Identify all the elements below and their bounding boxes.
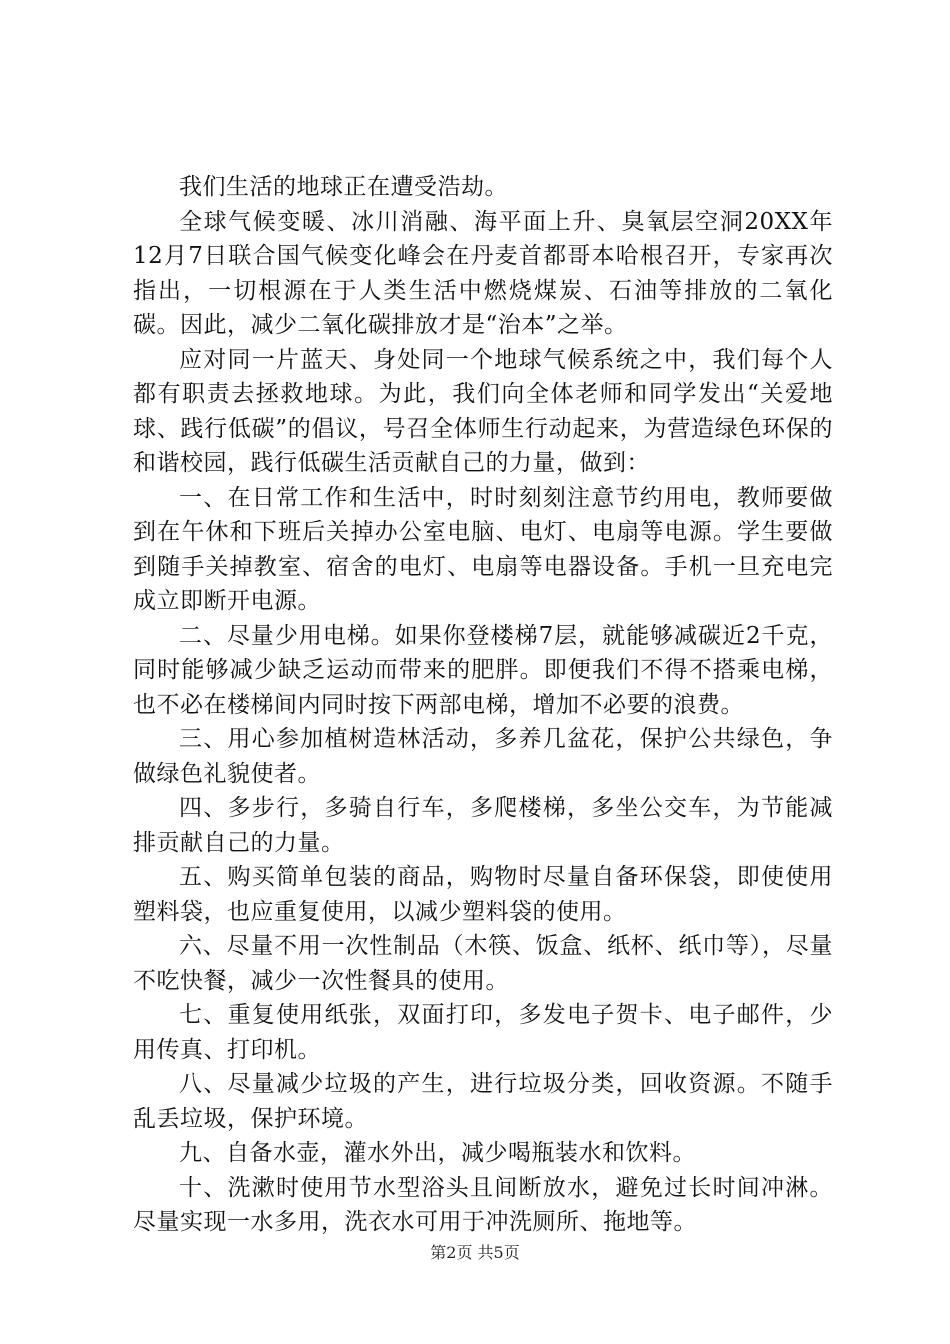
- page-footer: [0, 1240, 950, 1263]
- list-item-1: 一、在日常工作和生活中，时时刻刻注意节约用电，教师要做到在午休和下班后关掉办公室电脑、电灯、电扇等电源。学生要做到随手关掉教室、宿舍的电灯、电扇等电器设备。手机一旦充电完成立即断开电源。: [133, 484, 833, 614]
- paragraph-climate-summit: 全球气候变暖、冰川消融、海平面上升、臭氧层空洞20XX年12月7日联合国气候变化峰会在丹麦首都哥本哈根召开，专家再次指出，一切根源在于人类生活中燃烧煤炭、石油等排放的二氧化碳。因此，减少二氧化碳排放才是“治本”之举。: [133, 208, 833, 338]
- paragraph-initiative: 应对同一片蓝天、身处同一个地球气候系统之中，我们每个人都有职责去拯救地球。为此，我们向全体老师和同学发出“关爱地球、践行低碳”的倡议，号召全体师生行动起来，为营造绿色环保的和谐校园，践行低碳生活贡献自己的力量，做到：: [133, 346, 833, 476]
- page-number-label: 第2页 共5页: [430, 1243, 520, 1262]
- list-item-6: 六、尽量不用一次性制品（木筷、饭盒、纸杯、纸巾等），尽量不吃快餐，减少一次性餐具的使用。: [133, 933, 833, 994]
- list-item-7: 七、重复使用纸张，双面打印，多发电子贺卡、电子邮件，少用传真、打印机。: [133, 1002, 833, 1063]
- list-item-8: 八、尽量减少垃圾的产生，进行垃圾分类，回收资源。不随手乱丢垃圾，保护环境。: [133, 1071, 833, 1132]
- list-item-4: 四、多步行，多骑自行车，多爬楼梯，多坐公交车，为节能减排贡献自己的力量。: [133, 795, 833, 856]
- paragraph-intro: 我们生活的地球正在遭受浩劫。: [179, 174, 508, 200]
- list-item-10: 十、洗漱时使用节水型浴头且间断放水，避免过长时间冲淋。尽量实现一水多用，洗衣水可用于冲洗厕所、拖地等。: [133, 1174, 833, 1235]
- list-item-5: 五、购买简单包装的商品，购物时尽量自备环保袋，即使使用塑料袋，也应重复使用，以减少塑料袋的使用。: [133, 864, 833, 925]
- list-item-3: 三、用心参加植树造林活动，多养几盆花，保护公共绿色，争做绿色礼貌使者。: [133, 726, 833, 787]
- list-item-9: 九、自备水壶，灌水外出，减少喝瓶装水和饮料。: [179, 1140, 696, 1166]
- list-item-2: 二、尽量少用电梯。如果你登楼梯7层，就能够减碳近2千克，同时能够减少缺乏运动而带来的肥胖。即便我们不得不搭乘电梯，也不必在楼梯间内同时按下两部电梯，增加不必要的浪费。: [133, 622, 833, 718]
- document-body: [133, 170, 833, 1240]
